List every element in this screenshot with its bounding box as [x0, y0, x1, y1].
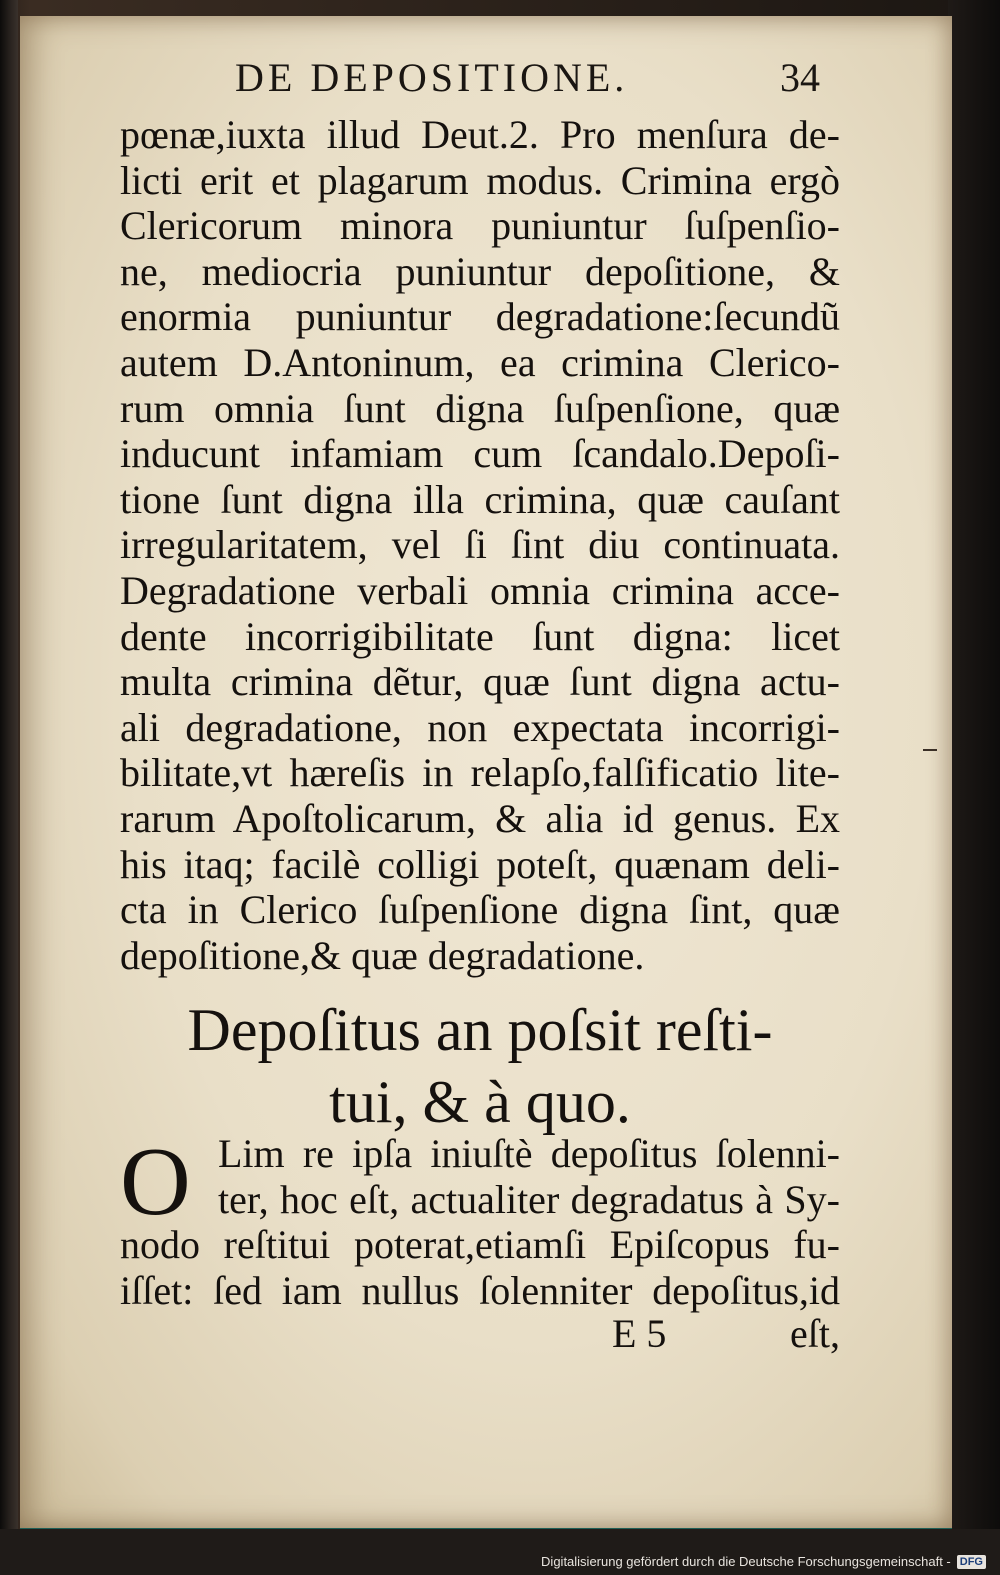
running-head: DE DEPOSITIONE.	[235, 55, 629, 100]
signature-mark: E 5	[612, 1311, 667, 1356]
text-line: Lim re ipſa iniuſtè depoſitus ſolenni-	[218, 1131, 840, 1176]
paragraph-2	[120, 1128, 840, 1313]
binding-edge	[0, 0, 18, 1575]
text-line: enormia puniuntur degradatione:ſecundũ	[120, 294, 840, 340]
text-line: depoſitione,& quæ degradatione.	[120, 932, 645, 978]
heading-line: Depoſitus an poſsit reſti-	[187, 997, 773, 1063]
text-line: Clericorum minora puniuntur ſuſpenſio-	[120, 203, 840, 249]
text-line: nodo reſtitui poterat,etiamſi Epiſcopus fu-	[120, 1222, 840, 1268]
text-line: inducunt infamiam cum ſcandalo.Depoſi-	[120, 431, 840, 477]
drop-capital: O	[120, 1128, 191, 1236]
text-line: bilitate,vt hæreſis in relapſo,falſificatio lite-	[120, 750, 840, 796]
text-line: multa crimina dẽtur, quæ ſunt digna actu-	[120, 659, 840, 705]
page-number: 34	[780, 55, 820, 100]
text-line: ne, mediocria puniuntur depoſitione, &	[120, 248, 840, 294]
text-line: ter, hoc eſt, actualiter degradatus à Sy-	[218, 1176, 840, 1222]
text-line: cta in Clerico ſuſpenſione digna ſint, quæ	[120, 887, 840, 933]
text-line: his itaq; facilè colligi poteſt, quænam deli-	[120, 841, 840, 887]
text-line: Degradatione verbali omnia crimina acce-	[120, 567, 840, 613]
text-line: irregularitatem, vel ſi ſint diu continuata.	[120, 522, 840, 568]
margin-mark	[923, 749, 937, 751]
dfg-logo: DFG	[957, 1555, 986, 1569]
text-line: rarum Apoſtolicarum, & alia id genus. Ex	[120, 795, 840, 841]
text-line: dente incorrigibilitate ſunt digna: licet	[120, 613, 840, 659]
text-line: licti erit et plagarum modus. Crimina ergò	[120, 157, 840, 203]
credit-text: Digitalisierung gefördert durch die Deutsche Forschungsgemeinschaft -	[541, 1554, 951, 1569]
book-page	[20, 16, 952, 1528]
text-line: pœnæ,iuxta illud Deut.2. Pro menſura de-	[120, 112, 840, 157]
paragraph-1	[120, 112, 840, 978]
text-line: iſſet: ſed iam nullus ſolenniter depoſitus,id	[120, 1267, 840, 1313]
right-page-edge	[948, 0, 1000, 1575]
catchword: eſt,	[790, 1311, 840, 1356]
text-line: tione ſunt digna illa crimina, quæ cauſant	[120, 476, 840, 522]
text-line: autem D.Antoninum, ea crimina Clerico-	[120, 339, 840, 385]
digitization-credit	[541, 1554, 986, 1569]
section-heading	[120, 994, 840, 1138]
text-line: ali degradatione, non expectata incorrigi-	[120, 704, 840, 750]
heading-line: tui, & à quo.	[329, 1069, 631, 1135]
text-line: rum omnia ſunt digna ſuſpenſione, quæ	[120, 385, 840, 431]
